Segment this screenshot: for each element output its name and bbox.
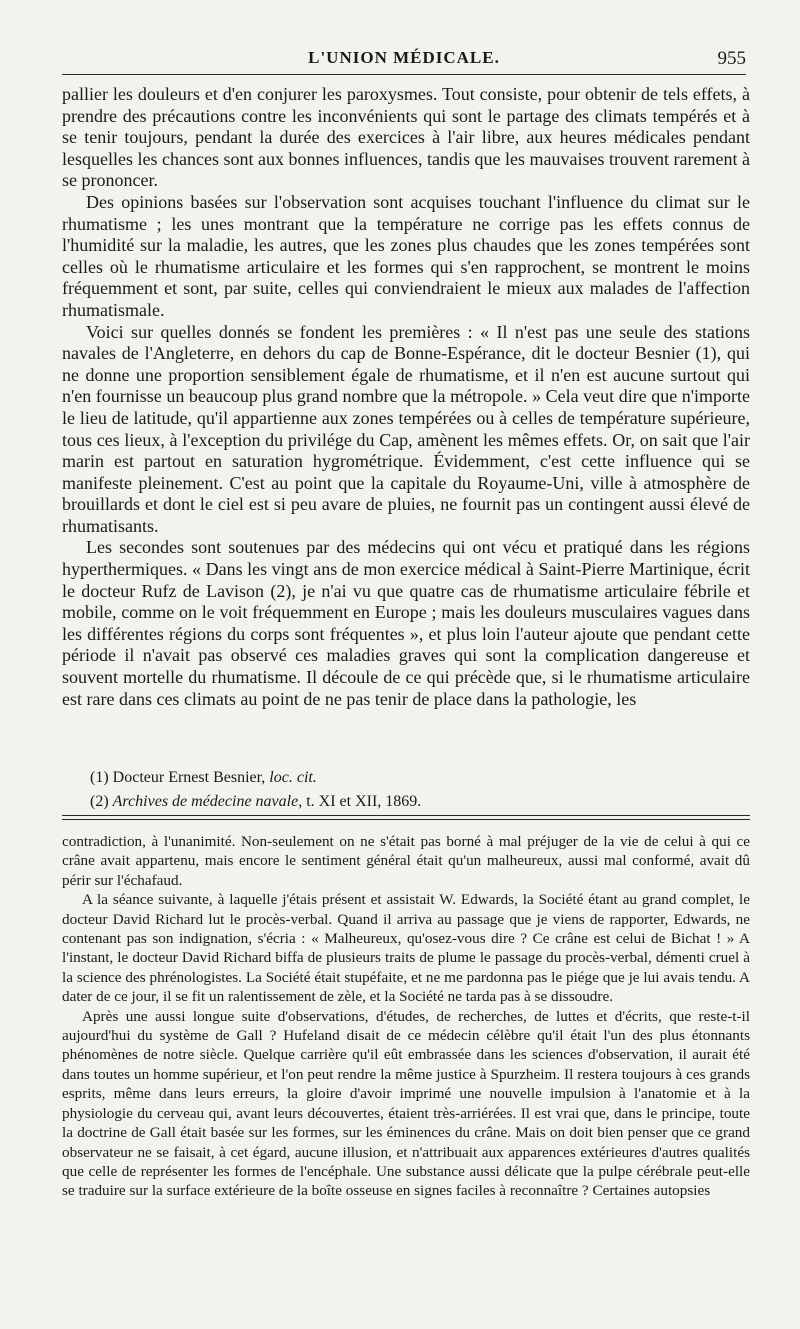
footnote-prefix: (2) — [90, 793, 113, 810]
paragraph: pallier les douleurs et d'en conjurer les paroxysmes. Tout consiste, pour obtenir de tels effets, à prendre des précautions contre les inconvénients qui sont le partage des climats tempérés et à se tenir toujours, pendant la durée des exercices à l'air libre, aux heures médicales pendant lesquelles les chances sont aux bonnes influences, tandis que les mauvaises trouvent rarement à se prononcer. — [62, 84, 750, 191]
main-article — [62, 84, 750, 710]
footnote-text: (1) Docteur Ernest Besnier, — [90, 769, 270, 786]
page-header — [62, 40, 746, 75]
paragraph: contradiction, à l'unanimité. Non-seulement on ne s'était pas borné à mal préjuger de la vie de celui à qui ce crâne avait appartenu, mais encore le sentiment général était qu'un malheureux, aussi mal conformé, avait dû périr sur l'échafaud. — [62, 833, 750, 889]
paragraph: Voici sur quelles donnés se fondent les premières : « Il n'est pas une seule des stations navales de l'Angleterre, en dehors du cap de Bonne-Espérance, dit le docteur Besnier (1), qui ne donne une proportion sensiblement égale de rhumatisme, et il n'en est aucune surtout qui n'en fournisse un beaucoup plus grand nombre que la métropole. » Cela veut dire que n'importe le lieu de latitude, qu'il appartienne aux zones tempérées ou à celles de température supérieure, tous ces lieux, à l'exception du privilége du Cap, amènent les mêmes effets. Or, on sait que l'air marin est partout en saturation hygrométrique. Évidemment, c'est cette influence qui se manifeste pleinement. C'est au point que la capitale du Royaume-Uni, ville à atmosphère de brouillards et dont le ciel est si peu avare de pluies, ne fournit pas un contingent aussi élevé de rhumatisants. — [62, 321, 750, 536]
footnote-1 — [90, 766, 750, 790]
paragraph: Après une aussi longue suite d'observations, d'études, de recherches, de luttes et d'écrits, que reste-t-il aujourd'hui du système de Gall ? Hufeland disait de ce médecin célèbre qu'il était l'un des plus étonnants phénomènes de notre siècle. Quelque carrière qu'il eût embrassée dans les sciences d'observation, il aurait été dans toutes un homme supérieur, et l'on peut rendre la même justice à Spurzheim. Il restera toujours à ces grands esprits, même dans leurs erreurs, la gloire d'avoir imprimé une nouvelle impulsion à l'anatomie et à la physiologie du cerveau qui, avant leurs découvertes, étaient très-arriérées. Il est vrai que, dans le principe, toute la doctrine de Gall était basée sur les formes, sur les éminences du crâne. Mais on doit bien penser que ce grand observateur ne se faisait, à cet égard, aucune illusion, et n'attribuait aux apparences extérieures d'autres qualités que celle de représenter les formes de l'encéphale. Une substance aussi délicate que la pulpe cérébrale peut-elle se traduire sur la surface extérieure de la boîte osseuse en signes faciles à reconnaître ? Certaines autopsies — [62, 1007, 750, 1200]
paragraph: Des opinions basées sur l'observation sont acquises touchant l'influence du climat sur le rhumatisme ; les unes montrant que la température ne corrige pas les effets connus de l'humidité sur la maladie, les autres, que les zones plus chaudes que les zones tempérées sont celles où le rhumatisme articulaire et les formes qui s'en rapprochent, se montrent le moins fréquemment et sont, par suite, celles qui conviendraient le mieux aux malades de l'affection rhumatismale. — [62, 191, 750, 320]
paragraph: A la séance suivante, à laquelle j'étais présent et assistait W. Edwards, la Société étant au grand complet, le docteur David Richard lut le procès-verbal. Quand il arriva au passage que je viens de rapporter, Edwards, ne contenant pas son indignation, s'écria : « Malheureux, qu'osez-vous dire ? Ce crâne est celui de Bichat ! » A l'instant, le docteur David Richard biffa de plusieurs traits de plume le passage du procès-verbal, démenti cruel à la science des phrénologistes. La Société était stupéfaite, et ne me pardonna pas le piége que je lui avais tendu. A dater de ce jour, il se fit un ralentissement de zèle, et la Société ne tarda pas à se dissoudre. — [62, 891, 750, 1006]
section-divider — [62, 819, 750, 820]
footnote-italic: Archives de médecine navale — [112, 793, 299, 810]
section-divider — [62, 815, 750, 816]
footnotes — [90, 766, 750, 814]
footnote-2 — [90, 790, 750, 814]
footnote-italic: loc. cit. — [269, 769, 317, 786]
paragraph: Les secondes sont soutenues par des médecins qui ont vécu et pratiqué dans les régions hyperthermiques. « Dans les vingt ans de mon exercice médical à Saint-Pierre Martinique, écrit le docteur Rufz de Lavison (2), je n'ai vu que quatre cas de rhumatisme articulaire fébrile et mobile, comme on le voit fréquemment en Europe ; mais les douleurs musculaires vagues dans les différentes régions du corps sont fréquentes », et plus loin l'auteur ajoute que pendant cette période il n'avait pas observé ces maladies graves qui sont la complication dangereuse et souvent mortelle du rhumatisme. Il découle de ce qui précède que, si le rhumatisme articulaire est rare dans ces climats au point de ne pas tenir de place dans la pathologie, les — [62, 537, 750, 709]
page-number: 955 — [717, 48, 746, 69]
running-title: L'UNION MÉDICALE. — [308, 48, 500, 67]
feuilleton-article — [62, 832, 750, 1201]
footnote-text: , t. XI et XII, 1869. — [298, 793, 422, 810]
